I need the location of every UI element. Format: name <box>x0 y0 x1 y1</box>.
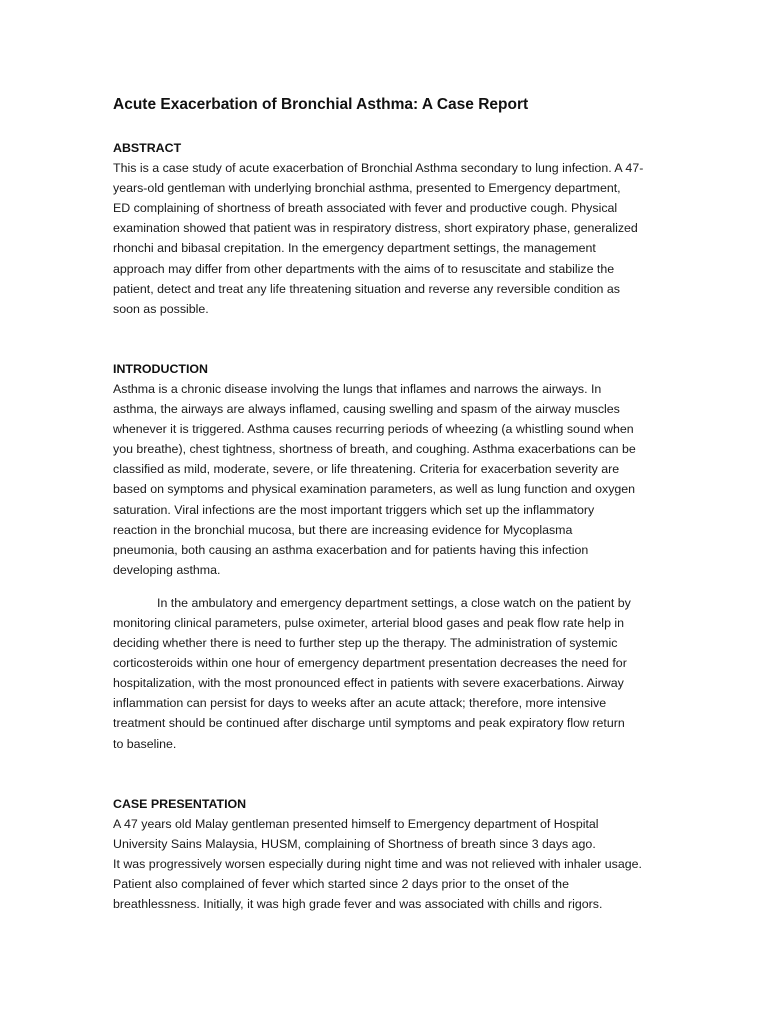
introduction-line: deciding whether there is need to further step up the therapy. The administration of systemic <box>113 636 618 651</box>
introduction-paragraph-2 <box>113 593 658 754</box>
abstract-line: soon as possible. <box>113 301 209 316</box>
case-presentation-line: It was progressively worsen especially during night time and was not relieved with inhaler usage. <box>113 856 642 871</box>
case-presentation-paragraph <box>113 814 658 914</box>
introduction-line: corticosteroids within one hour of emergency department presentation decreases the need for <box>113 656 627 671</box>
introduction-line: asthma, the airways are always inflamed, causing swelling and spasm of the airway muscles <box>113 402 620 417</box>
abstract-line: years-old gentleman with underlying bronchial asthma, presented to Emergency department, <box>113 181 621 196</box>
introduction-line: reaction in the bronchial mucosa, but there are increasing evidence for Mycoplasma <box>113 522 573 537</box>
case-presentation-line: A 47 years old Malay gentleman presented himself to Emergency department of Hospital <box>113 816 599 831</box>
introduction-line: to baseline. <box>113 736 177 751</box>
introduction-line: hospitalization, with the most pronounced effect in patients with severe exacerbations. Airway <box>113 676 624 691</box>
introduction-line: pneumonia, both causing an asthma exacerbation and for patients having this infection <box>113 542 589 557</box>
case-presentation-heading: CASE PRESENTATION <box>113 796 247 811</box>
introduction-line: treatment should be continued after discharge until symptoms and peak expiratory flow return <box>113 716 625 731</box>
introduction-line: In the ambulatory and emergency department settings, a close watch on the patient by <box>157 595 631 610</box>
abstract-line: ED complaining of shortness of breath associated with fever and productive cough. Physical <box>113 201 618 216</box>
case-presentation-line: Patient also complained of fever which started since 2 days prior to the onset of the <box>113 877 569 891</box>
abstract-line: approach may differ from other departments with the aims of to resuscitate and stabilize the <box>113 261 615 276</box>
introduction-line: developing asthma. <box>113 562 221 577</box>
abstract-line: This is a case study of acute exacerbation of Bronchial Asthma secondary to lung infection. A 47- <box>113 161 644 176</box>
abstract-line: rhonchi and bibasal crepitation. In the emergency department settings, the management <box>113 241 596 256</box>
introduction-paragraph-1 <box>113 379 658 580</box>
abstract-paragraph <box>113 158 658 319</box>
case-presentation-line: breathlessness. Initially, it was high grade fever and was associated with chills and rigors. <box>113 897 603 912</box>
introduction-line: whenever it is triggered. Asthma causes recurring periods of wheezing (a whistling sound when <box>113 422 634 437</box>
introduction-line: saturation. Viral infections are the most important triggers which set up the inflammatory <box>113 502 595 517</box>
introduction-line: you breathe), chest tightness, shortness of breath, and coughing. Asthma exacerbations can be <box>113 442 636 457</box>
abstract-line: patient, detect and treat any life threatening situation and reverse any reversible condition as <box>113 281 620 296</box>
document-page <box>113 92 658 914</box>
introduction-line: monitoring clinical parameters, pulse oximeter, arterial blood gases and peak flow rate help in <box>113 615 625 630</box>
introduction-line: classified as mild, moderate, severe, or life threatening. Criteria for exacerbation severity are <box>113 462 620 477</box>
abstract-heading: ABSTRACT <box>113 141 182 155</box>
introduction-heading: INTRODUCTION <box>113 361 208 376</box>
introduction-line: based on symptoms and physical examination parameters, as well as lung function and oxygen <box>113 482 636 497</box>
case-presentation-line: University Sains Malaysia, HUSM, complaining of Shortness of breath since 3 days ago. <box>113 836 596 851</box>
introduction-line: inflammation can persist for days to weeks after an acute attack; therefore, more intensive <box>113 696 607 711</box>
introduction-line: Asthma is a chronic disease involving the lungs that inflames and narrows the airways. In <box>113 381 602 396</box>
abstract-line: examination showed that patient was in respiratory distress, short expiratory phase, generalized <box>113 221 638 236</box>
document-title: Acute Exacerbation of Bronchial Asthma: A Case Report <box>113 96 529 113</box>
